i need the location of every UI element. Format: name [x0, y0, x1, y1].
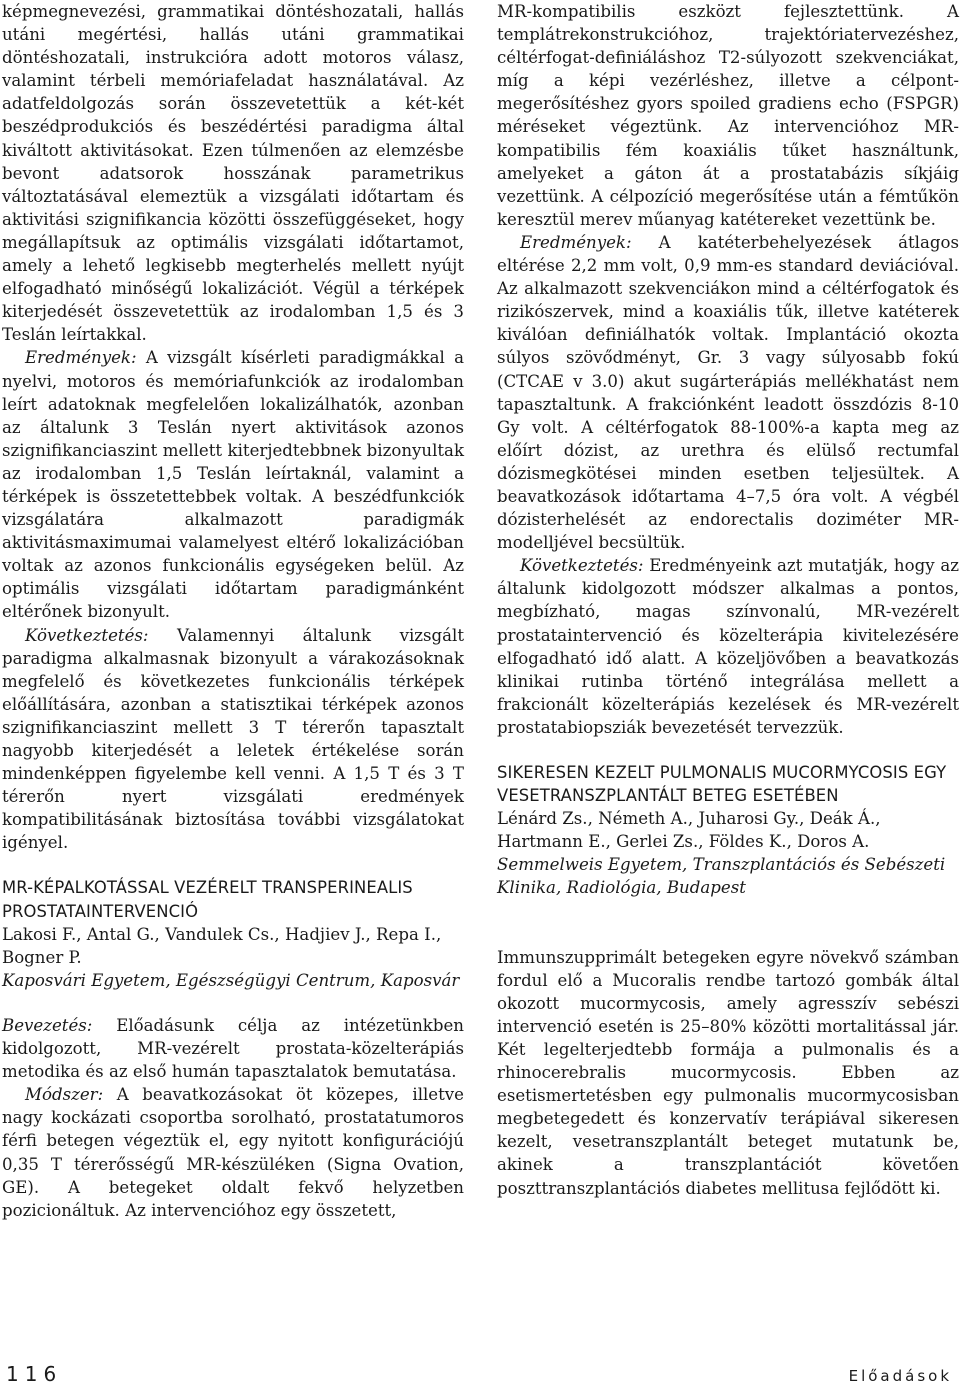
- left-column: [2, 0, 464, 1222]
- abstract-title: MR-KÉPALKOTÁSSAL VEZÉRELT TRANSPERINEALIS PROSTATAINTERVENCIÓ: [2, 878, 413, 921]
- introduction-text: Előadásunk célja az intézetünkben kidolgozott, MR-vezérelt prostata-közelterápiás metodika és az első humán tapasztalatok bemutatása.: [2, 1015, 464, 1082]
- results-paragraph: [2, 346, 464, 623]
- results-text: A vizsgált kísérleti paradigmákkal a nyelvi, motoros és memóriafunkciók az irodalomban leírt adatoknak megfelelően lokalizálhatók, azonban az általunk 3 Teslán nyert aktivitások azonos szignifikanciaszint mellett kiterjedtebbnek bizonyultak az irodalomban 1,5 Teslán leírtaknál, valamint a térképek is összetettebbek voltak. A beszédfunkciók vizsgálatára alkalmazott paradigmák aktivitásmaximumai valamelyest eltérő lokalizációban voltak az azonos funkcionális egységeken belül. Az optimális vizsgálati időtartam paradigmánként eltérőnek bizonyult.: [2, 348, 464, 622]
- right-column: [497, 0, 959, 1200]
- abstract-authors: Lakosi F., Antal G., Vandulek Cs., Hadjiev J., Repa I., Bogner P.: [2, 924, 442, 967]
- conclusion-paragraph: [497, 554, 959, 739]
- abstract-affiliation: Kaposvári Egyetem, Egészségügyi Centrum, Kaposvár: [2, 970, 460, 990]
- conclusion-text: Eredményeink azt mutatják, hogy az általunk kidolgozott módszer alkalmas a pontos, megbízható, magas színvonalú, MR-vezérelt prostataintervenció és közelterápia kivitelezésére elfogadható idő alatt. A közeljövőben a beavatkozás klinikai rutinba történő integrálása mellett a frakcionált közelterápiás kezelések és MR-vezérelt prostatabiopsziák bevezetését tervezzük.: [497, 556, 959, 737]
- introduction-paragraph: [2, 1014, 464, 1083]
- section-name: Előadások: [848, 1367, 952, 1385]
- body-paragraph: MR-kompatibilis eszközt fejlesztettünk. A templátrekonstrukcióhoz, trajektóriatervezéshez, céltérfogat-definiáláshoz T2-súlyozott szekvenciákat, míg a képi vezérléshez, illetve a célpont-megerősítéshez gyors spoiled gradiens echo (FSPGR) méréseket végeztünk. Az intervencióhoz MR-kompatibilis fém koaxiális tűket használtunk, amelyeket a gáton át a prostatabázis síkjáig vezettünk. A célpozíció megerősítése után a fémtűkön keresztül merev műanyag katétereket vezettünk be.: [497, 2, 959, 229]
- case-paragraph: Immunszupprimált betegeken egyre növekvő számban fordul elő a Mucoralis rendbe tartozó gombák által okozott mucormycosis, amely agresszív sebészi intervenció esetén is 25–80% közötti mortalitással jár. Két legelterjedtebb formája a pulmonalis és a rhinocerebralis mucormycosis. Ebben az esetismertetésben egy pulmonalis mucormycosisban megbetegedett és konzervatív terápiával sikeresen kezelt, vesetranszplantált beteget mutatunk be, akinek a transzplantációt követően poszttranszplantációs diabetes mellitusa fejlődött ki.: [497, 947, 959, 1198]
- page-number: 116: [6, 1362, 63, 1386]
- method-heading: Módszer:: [25, 1085, 104, 1105]
- abstract-affiliation: Semmelweis Egyetem, Transzplantációs és Sebészeti Klinika, Radiológia, Budapest: [497, 855, 946, 898]
- conclusion-paragraph: [2, 624, 464, 855]
- introduction-heading: Bevezetés:: [2, 1015, 93, 1035]
- results-heading: Eredmények:: [25, 348, 137, 368]
- method-text: A beavatkozásokat öt közepes, illetve nagy kockázati csoportba sorolható, prostatatumoros férfi betegen végeztük el, egy nyitott konfigurációjú 0,35 T térerősségű MR-készüléken (Signa Ovation, GE). A betegeket oldalt fekvő helyzetben pozicionáltuk. Az intervencióhoz egy összetett,: [2, 1085, 464, 1220]
- method-paragraph: [2, 1083, 464, 1222]
- conclusion-heading: Következtetés:: [520, 556, 644, 576]
- results-text: A katéterbehelyezések átlagos eltérése 2,2 mm volt, 0,9 mm-es standard deviációval. Az alkalmazott szekvenciákon mind a céltérfogatok és rizikószervek, mind a koaxiális tűk, illetve katéterek kiválóan definiálhatók voltak. Implantáció okozta súlyos szövődményt, Gr. 3 vagy súlyosabb fokú (CTCAE v 3.0) akut sugárterápiás mellékhatást nem tapasztaltunk. A frakciónként leadott összdózis 8-10 Gy volt. A céltérfogatok 88-100%-a kapta meg az előírt dózist, az urethra és elülső rectumfal dózismegkötései minden esetben teljesültek. A beavatkozások időtartama 4–7,5 óra volt. A végbél dózisterhelését az endorectalis doziméter MR-modelljével becsültük.: [497, 232, 959, 553]
- results-paragraph: [497, 231, 959, 554]
- conclusion-heading: Következtetés:: [25, 625, 149, 645]
- results-heading: Eredmények:: [520, 232, 632, 252]
- abstract-authors: Lénárd Zs., Németh A., Juharosi Gy., Deák Á., Hartmann E., Gerlei Zs., Földes K., Doros A.: [497, 809, 881, 852]
- abstract-title: SIKERESEN KEZELT PULMONALIS MUCORMYCOSIS EGY VESETRANSZPLANTÁLT BETEG ESETÉBEN: [497, 763, 947, 806]
- conclusion-text: Valamennyi általunk vizsgált paradigma alkalmasnak bizonyult a várakozásoknak megfelelő és következetes funkcionális térképek előállítására, azonban a statisztikai térképek azonos szignifikanciaszint mellett 3 T térerőn tapasztalt nagyobb kiterjedését a leletek értékelése során mindenképpen figyelembe kell venni. A 1,5 T és 3 T térerőn nyert vizsgálati eredmények kompatibilitásának biztosítása további vizsgálatokat igényel.: [2, 625, 464, 853]
- body-paragraph: képmegnevezési, grammatikai döntéshozatali, hallás utáni megértési, hallás utáni grammatikai döntéshozatali, instrukcióra adott motoros válasz, valamint térbeli memóriafeladat használatával. Az adatfeldolgozás során összevetettük a két-két beszédprodukciós és beszédértési paradigma által kiváltott aktivitásokat. Ezen túlmenően az elemzésbe bevont adatsorok hosszának parametrikus változtatásával elemeztük a vizsgálati időtartam és aktivitási szignifikancia közötti összefüggéseket, hogy megállapítsuk az optimális vizsgálati időtartamot, amely a lehető legkisebb megterhelés mellett nyújt elfogadható minőségű lokalizációt. Végül a térképek kiterjedését összevetettük az irodalomban 1,5 és 3 Teslán leírtakkal.: [2, 2, 464, 345]
